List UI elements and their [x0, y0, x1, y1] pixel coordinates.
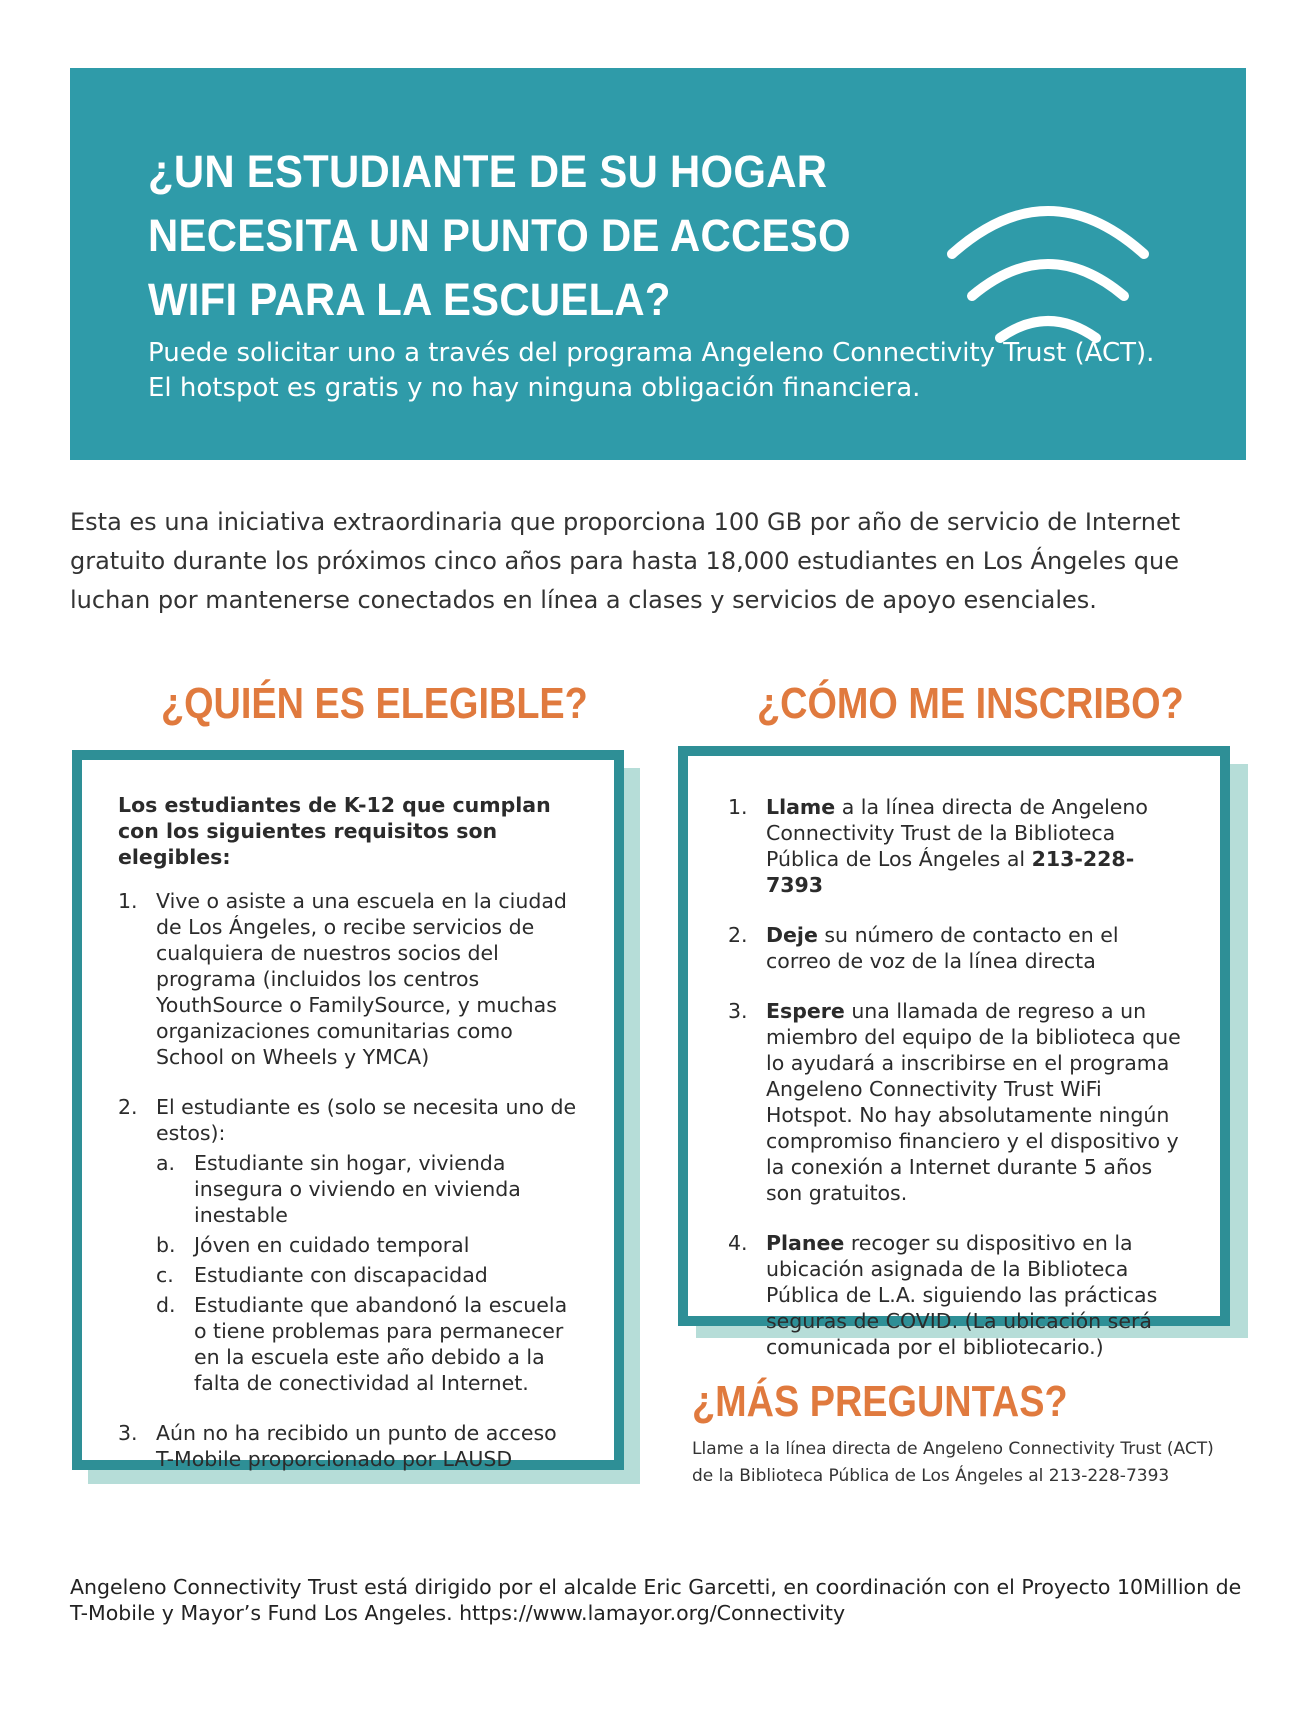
list-bold: Deje [766, 923, 818, 947]
list-item [156, 1232, 578, 1258]
list-text: El estudiante es (solo se necesita uno de estos): [156, 1095, 577, 1145]
list-number: 1. [118, 889, 138, 913]
list-item [156, 1262, 578, 1288]
list-item [728, 1230, 1190, 1360]
list-text: a la línea directa de Angeleno Connectivity Trust de la Biblioteca Pública de Los Ángeles al [766, 795, 1148, 871]
banner-subtitle [148, 336, 1208, 406]
list-text: Jóven en cuidado temporal [194, 1233, 470, 1257]
phone-number: 213-228-7393 [766, 847, 1135, 897]
footer-text [70, 1574, 1260, 1626]
enroll-title: ¿CÓMO ME INSCRIBO? [757, 679, 1184, 728]
list-bold: Espere [766, 999, 845, 1023]
enroll-box [678, 746, 1230, 1359]
eligible-box [72, 750, 624, 1470]
list-text: recoger su dispositivo en la ubicación asignada de la Biblioteca Pública de L.A. siguiendo las prácticas seguras de COVID. (La ubicación será comunicada por el bibliotecario.) [766, 1231, 1158, 1359]
more-questions-line1: Llame a la línea directa de Angeleno Connectivity Trust (ACT) [692, 1439, 1214, 1459]
list-text: Vive o asiste a una escuela en la ciudad de Los Ángeles, o recibe servicios de cualquiera de nuestros socios del programa (incluidos los centros YouthSource o FamilySource, y muchas organizaciones comunitarias como School on Wheels y YMCA) [156, 889, 567, 1069]
list-item [156, 1150, 578, 1228]
list-item [118, 1420, 578, 1472]
intro-paragraph: Esta es una iniciativa extraordinaria que proporciona 100 GB por año de servicio de Internet gratuito durante los próximos cinco años para hasta 18,000 estudiantes en Los Ángeles que luchan por mantenerse conectados en línea a clases y servicios de apoyo esenciales. [70, 508, 1181, 614]
more-questions-text [692, 1436, 1252, 1490]
list-text: Aún no ha recibido un punto de acceso T-Mobile proporcionado por LAUSD [156, 1421, 557, 1471]
list-number: 2. [118, 1095, 138, 1119]
wifi-icon [938, 128, 1168, 358]
list-item [156, 1292, 578, 1396]
list-text: Estudiante sin hogar, vivienda insegura o viviendo en vivienda inestable [194, 1151, 521, 1227]
eligible-lead: Los estudiantes de K-12 que cumplan con los siguientes requisitos son elegibles: [118, 793, 551, 869]
list-item [118, 888, 578, 1070]
more-questions-title: ¿MÁS PREGUNTAS? [692, 1377, 1068, 1426]
footer-line1: Angeleno Connectivity Trust está dirigido por el alcalde Eric Garcetti, en coordinación con el Proyecto 10Million de [70, 1575, 1242, 1599]
more-questions-line2: de la Biblioteca Pública de Los Ángeles al 213-228-7393 [692, 1466, 1170, 1486]
list-bold: Planee [766, 1231, 845, 1255]
list-item [118, 1094, 578, 1396]
enroll-list [728, 794, 1190, 1360]
list-number: 1. [728, 795, 748, 819]
list-item [728, 998, 1190, 1206]
list-letter: d. [156, 1293, 176, 1317]
list-number: 3. [728, 999, 748, 1023]
header-banner [70, 68, 1246, 460]
list-item [728, 922, 1190, 974]
list-text: su número de contacto en el correo de voz de la línea directa [766, 923, 1119, 973]
list-text: una llamada de regreso a un miembro del equipo de la biblioteca que lo ayudará a inscribirse en el programa Angeleno Connectivity Trust WiFi Hotspot. No hay absolutamente ningún compromiso financiero y el dispositivo y la conexión a Internet durante 5 años son gratuitos. [766, 999, 1181, 1205]
list-number: 2. [728, 923, 748, 947]
list-number: 4. [728, 1231, 748, 1255]
list-letter: c. [156, 1263, 174, 1287]
list-letter: b. [156, 1233, 176, 1257]
footer-line2: T-Mobile y Mayor’s Fund Los Angeles. https://www.lamayor.org/Connectivity [70, 1601, 846, 1625]
page-title: ¿UN ESTUDIANTE DE SU HOGAR NECESITA UN PUNTO DE ACCESO WIFI PARA LA ESCUELA? [148, 146, 851, 325]
list-number: 3. [118, 1421, 138, 1445]
eligible-list [118, 888, 578, 1472]
list-letter: a. [156, 1151, 176, 1175]
list-item [728, 794, 1190, 898]
eligible-title: ¿QUIÉN ES ELEGIBLE? [161, 679, 588, 728]
eligible-sublist [156, 1150, 578, 1396]
list-text: Estudiante con discapacidad [194, 1263, 488, 1287]
banner-subtitle-line1: Puede solicitar uno a través del programa Angeleno Connectivity Trust (ACT). [148, 338, 1155, 368]
banner-subtitle-line2: El hotspot es gratis y no hay ninguna obligación financiera. [148, 373, 921, 403]
list-bold: Llame [766, 795, 836, 819]
list-text: Estudiante que abandonó la escuela o tiene problemas para permanecer en la escuela este año debido a la falta de conectividad al Internet. [194, 1293, 568, 1395]
